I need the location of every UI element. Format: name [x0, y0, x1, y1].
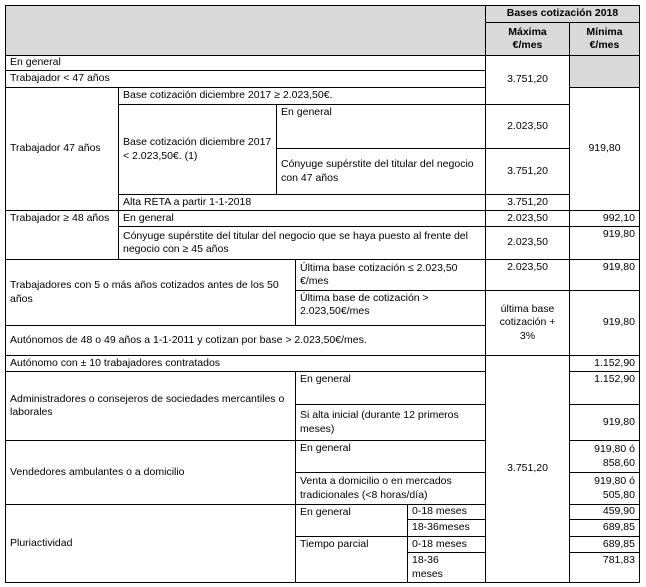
row-conyuge-47: Cónyuge supérstite del titular del negocio con 47 años: [276, 148, 486, 195]
row-plu-18-36: 18-36meses: [407, 519, 486, 537]
header-blank-cell: [5, 5, 486, 56]
min-value: 992,10: [569, 210, 640, 227]
min-value: 919,80: [569, 226, 640, 260]
row-ultima-mayor: Última base de cotización > 2.023,50€/mes: [295, 290, 486, 326]
row-trabajador-menor-47: Trabajador < 47 años: [5, 70, 486, 88]
min-value: 689,85: [569, 536, 640, 553]
row-vendedores: Vendedores ambulantes o a domicilio: [5, 440, 296, 505]
min-value: 919,80: [569, 87, 640, 211]
row-trabajador-48: Trabajador ≥ 48 años: [5, 210, 119, 260]
row-plu-0-18: 0-18 meses: [407, 536, 486, 553]
row-adm-en-general: En general: [295, 371, 486, 405]
row-t48-conyuge: Cónyuge supérstite del titular del negocio que se haya puesto al frente del negocio con ≥ 45 años: [118, 226, 486, 260]
max-value: última base cotización + 3%: [485, 290, 570, 356]
row-plu-0-18: 0-18 meses: [407, 504, 486, 520]
row-sub-en-general: En general: [276, 104, 486, 149]
max-value: 3.751,20: [485, 194, 570, 211]
row-administradores: Administradores o consejeros de sociedades mercantiles o laborales: [5, 371, 296, 441]
max-value: 3.751,20: [485, 148, 570, 195]
row-plu-en-general: En general: [295, 504, 408, 537]
max-value: 2.023,50: [485, 259, 570, 291]
header-max: Máxima €/mes: [485, 22, 570, 56]
max-value: 3.751,20: [485, 355, 570, 583]
row-en-general: En general: [5, 55, 486, 71]
header-title: Bases cotización 2018: [485, 5, 640, 23]
min-value: 919,80: [569, 290, 640, 356]
max-value: 3.751,20: [485, 55, 570, 105]
min-value: 689,85: [569, 519, 640, 537]
row-trabajador-47: Trabajador 47 años: [5, 87, 119, 211]
row-pluriactividad: Pluriactividad: [5, 504, 296, 583]
min-value: 1.152,90: [569, 371, 640, 405]
row-alta-reta: Alta RETA a partir 1-1-2018: [118, 194, 486, 211]
header-min: Mínima €/mes: [569, 22, 640, 56]
max-value: 2.023,50: [485, 210, 570, 227]
row-autonomo-10: Autónomo con ± 10 trabajadores contratados: [5, 355, 486, 372]
min-value: 459,90: [569, 504, 640, 520]
row-base-dic-menor: Base cotización diciembre 2017 < 2.023,50€. (1): [118, 104, 277, 195]
min-value: 1.152,90: [569, 355, 640, 372]
min-value: 919,80 ó 505,80: [569, 472, 640, 505]
min-value: 781,83: [569, 552, 640, 583]
row-plu-18-36: 18-36 meses: [407, 552, 486, 583]
min-blank-cell: [569, 55, 640, 88]
min-value: 919,80: [569, 404, 640, 441]
row-base-dic-mayor: Base cotización diciembre 2017 ≥ 2.023,50€.: [118, 87, 486, 105]
max-value: 2.023,50: [485, 104, 570, 149]
min-value: 919,80 ó 858,60: [569, 440, 640, 473]
row-vend-en-general: En general: [295, 440, 486, 473]
row-vend-venta: Venta a domicilio o en mercados tradicionales (<8 horas/día): [295, 472, 486, 505]
min-value: 919,80: [569, 259, 640, 291]
row-cinco-anos: Trabajadores con 5 o más años cotizados antes de los 50 años: [5, 259, 296, 326]
row-plu-tiempo-parcial: Tiempo parcial: [295, 536, 408, 583]
row-ultima-menor: Última base cotización ≤ 2.023,50 €/mes: [295, 259, 486, 291]
row-adm-alta-inicial: Si alta inicial (durante 12 primeros meses): [295, 404, 486, 441]
row-autonomos-48-49: Autónomos de 48 o 49 años a 1-1-2011 y cotizan por base > 2.023,50€/mes.: [5, 325, 486, 356]
max-value: 2.023,50: [485, 226, 570, 260]
row-t48-en-general: En general: [118, 210, 486, 227]
